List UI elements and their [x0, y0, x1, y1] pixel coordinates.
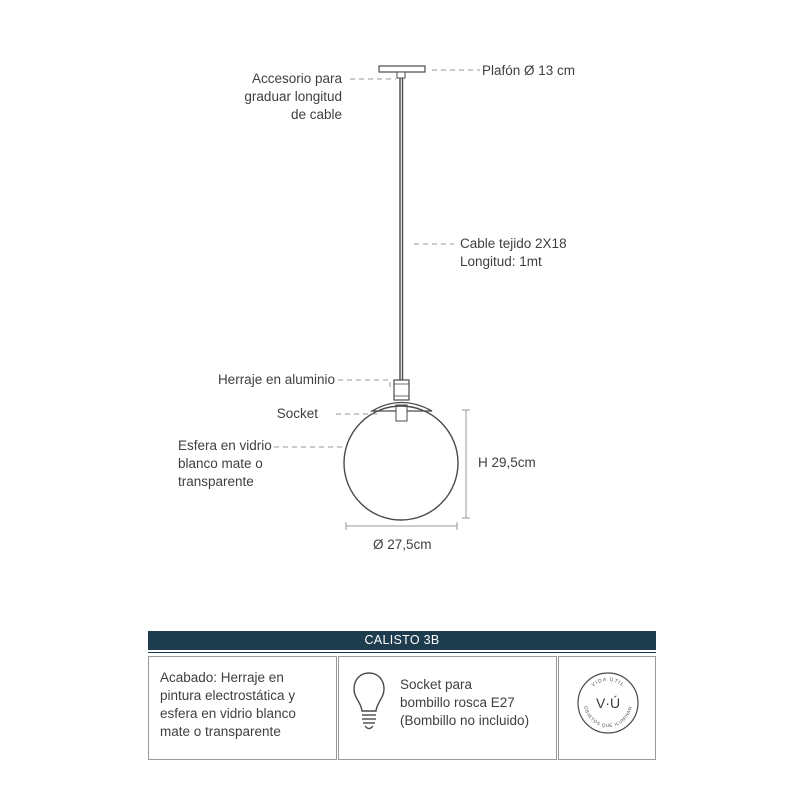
spec-title: CALISTO 3B — [148, 631, 656, 650]
label-cable: Cable tejido 2X18 Longitud: 1mt — [460, 236, 567, 269]
glass-sphere — [344, 406, 458, 520]
label-socket: Socket — [276, 406, 318, 421]
spec-table — [148, 631, 656, 761]
cable-adjuster — [397, 72, 405, 78]
label-herraje: Herraje en aluminio — [217, 372, 335, 387]
bulb-box — [338, 656, 557, 760]
spec-divider — [148, 652, 656, 653]
aluminium-fitting — [394, 380, 409, 400]
label-plafon: Plafón Ø 13 cm — [482, 63, 576, 78]
label-diameter: Ø 27,5cm — [373, 537, 432, 552]
label-esfera: Esfera en vidrio blanco mate o transparente — [178, 438, 272, 489]
logo-box — [558, 656, 656, 760]
ceiling-canopy — [379, 66, 425, 72]
logo-mark: V·Ú — [595, 695, 621, 711]
finish-text: Acabado: Herraje en pintura electrostática y esfera en vidrio blanco mate o transparente — [160, 670, 296, 739]
bulb-text: Socket para bombillo rosca E27 (Bombillo no incluido) — [400, 677, 530, 728]
finish-box — [148, 656, 337, 760]
label-height: H 29,5cm — [478, 455, 536, 470]
logo-ring-bottom: OBJETOS QUE ILUMINAN — [583, 705, 633, 729]
light-bulb-icon — [353, 671, 385, 746]
logo-ring-top: VIDA ÚTIL — [590, 676, 626, 689]
svg-text:VIDA ÚTIL — [591, 676, 626, 688]
socket — [396, 405, 407, 421]
brand-logo-icon — [576, 671, 640, 735]
label-accesorio: Accesorio para graduar longitud de cable — [244, 71, 342, 122]
